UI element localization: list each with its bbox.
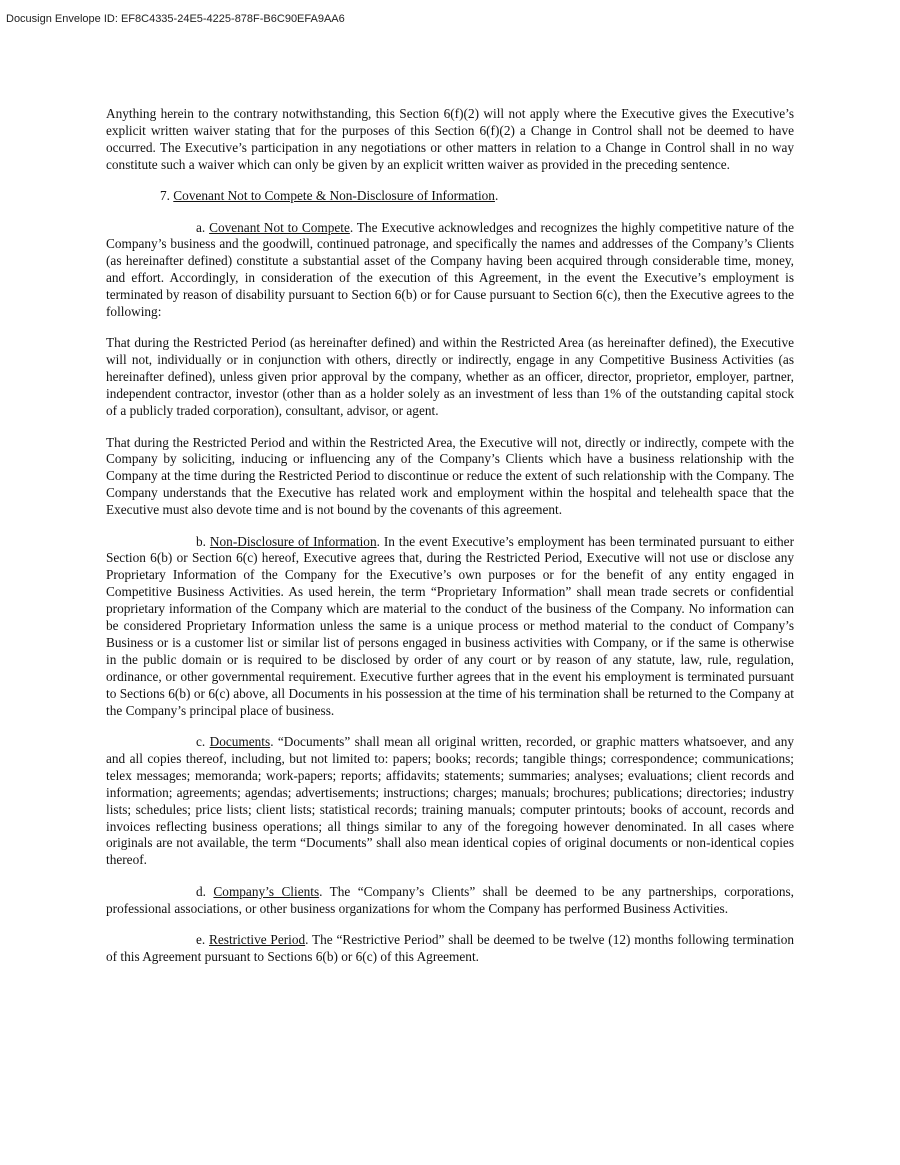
soliciting-paragraph: That during the Restricted Period and within the Restricted Area, the Executive will not, directly or indirectly, compete with the Company by soliciting, inducing or influencing any of the Company’s Clients which have a business relationship with the Company at the time during the Restricted Period to discontinue or reduce the extent of such relationship with the Company. The Company understands that the Executive has related work and employment within the hospital and telehealth space that the Executive must also devote time and is not bound by the covenants of this agreement. [106, 434, 794, 518]
subsection-b-body: . In the event Executive’s employment has been terminated pursuant to either Section 6(b) or Section 6(c) hereof, Executive agrees that, during the Restricted Period, Executive will not use or disclose any Proprietary Information of the Company for the Executive’s own purposes or for the benefit of any entity engaged in Competitive Business Activities. As used herein, the term “Proprietary Information” shall mean trade secrets or confidential proprietary information of the Company which are material to the conduct of the business of the Company. No information can be considered Proprietary Information unless the same is a unique process or method material to the conduct of Company’s Business or is a customer list or similar list of persons engaged in business activities with Company, or if the same is otherwise in the public domain or is required to be disclosed by order of any court or by reason of any statute, law, rule, regulation, ordinance, or other governmental requirement. Executive further agrees that in the event his employment is terminated pursuant to Sections 6(b) or 6(c) above, all Documents in his possession at the time of his termination shall be returned to the Company at the Company’s principal place of business. [106, 533, 795, 718]
subsection-e-label: e. [196, 932, 210, 948]
subsection-c-body: . “Documents” shall mean all original written, recorded, or graphic matters whatsoever, and any and all copies thereof, including, but not limited to: papers; books; records; tangible things; correspondence; communications; telex messages; memoranda; work-papers; reports; affidavits; statements; summaries; analyses; evaluations; client records and information; agreements; agendas; advertisements; instructions; charges; manuals; brochures; publications; directories; industry lists; schedules; price lists; client lists; statistical records; training manuals; computer printouts; books of account, records and invoices reflecting business operations; all things similar to any of the foregoing however denominated. In all cases where originals are not available, the term “Documents” shall also mean identical copies of original documents or non-identical copies thereof. [106, 734, 794, 868]
subsection-a-title: Covenant Not to Compete [209, 219, 350, 235]
document-body [106, 106, 794, 980]
subsection-e-body: . The “Restrictive Period” shall be deemed to be twelve (12) months following termination of this Agreement pursuant to Sections 6(b) or 6(c) of this Agreement. [106, 932, 794, 964]
section-7-title: Covenant Not to Compete & Non-Disclosure of Information [173, 188, 495, 204]
subsection-d-title: Company’s Clients [213, 883, 320, 899]
subsection-d-body: . The “Company’s Clients” shall be deemed to be any partnerships, corporations, professional associations, or other business organizations for whom the Company has performed Business Activities. [106, 883, 795, 916]
subsection-b-label: b. [196, 533, 210, 549]
subsection-c-title: Documents [209, 734, 271, 749]
subsection-c [106, 734, 794, 869]
intro-paragraph: Anything herein to the contrary notwithstanding, this Section 6(f)(2) will not apply where the Executive gives the Executive’s explicit written waiver stating that for the purposes of this Section 6(f)(2) a Change in Control shall not be deemed to have occurred. The Executive’s participation in any negotiations or other matters in relation to a Change in Control shall in no way constitute such a waiver which can only be given by an explicit written waiver as provided in the preceding sentence. [106, 106, 794, 172]
section-7-title-end: . [494, 188, 499, 204]
subsection-c-label: c. [196, 734, 210, 749]
subsection-d-label: d. [196, 883, 214, 899]
subsection-a-label: a. [196, 219, 210, 235]
restricted-area-paragraph: That during the Restricted Period (as hereinafter defined) and within the Restricted Area (as hereinafter defined), the Executive will not, individually or in conjunction with others, directly or indirectly, engage in any Competitive Business Activities (as hereinafter defined), unless given prior approval by the company, whether as an officer, director, proprietor, employer, partner, independent contractor, investor (other than as a holder solely as an investment of less than 1% of the outstanding capital stock of a publicly traded corporation), consultant, advisor, or agent. [106, 335, 794, 419]
subsection-d [106, 884, 794, 918]
subsection-b [106, 534, 794, 720]
subsection-e [106, 932, 794, 966]
subsection-e-title: Restrictive Period [209, 932, 306, 948]
envelope-id: Docusign Envelope ID: EF8C4335-24E5-4225-878F-B6C90EFA9AA6 [6, 13, 345, 25]
subsection-a [106, 220, 794, 321]
section-7-heading [106, 188, 794, 205]
subsection-a-body: . The Executive acknowledges and recognizes the highly competitive nature of the Company’s business and the goodwill, continued patronage, and specifically the names and addresses of the Company’s Clients (as hereinafter defined) constitute a substantial asset of the Company having been acquired through considerable time, money, and effort. Accordingly, in consideration of the execution of this Agreement, in the event the Executive’s employment is terminated by reason of disability pursuant to Section 6(b) or for Cause pursuant to Section 6(c), then the Executive agrees to the following: [106, 219, 794, 320]
subsection-b-title: Non-Disclosure of Information [209, 533, 377, 549]
section-7-number: 7. [160, 188, 174, 204]
